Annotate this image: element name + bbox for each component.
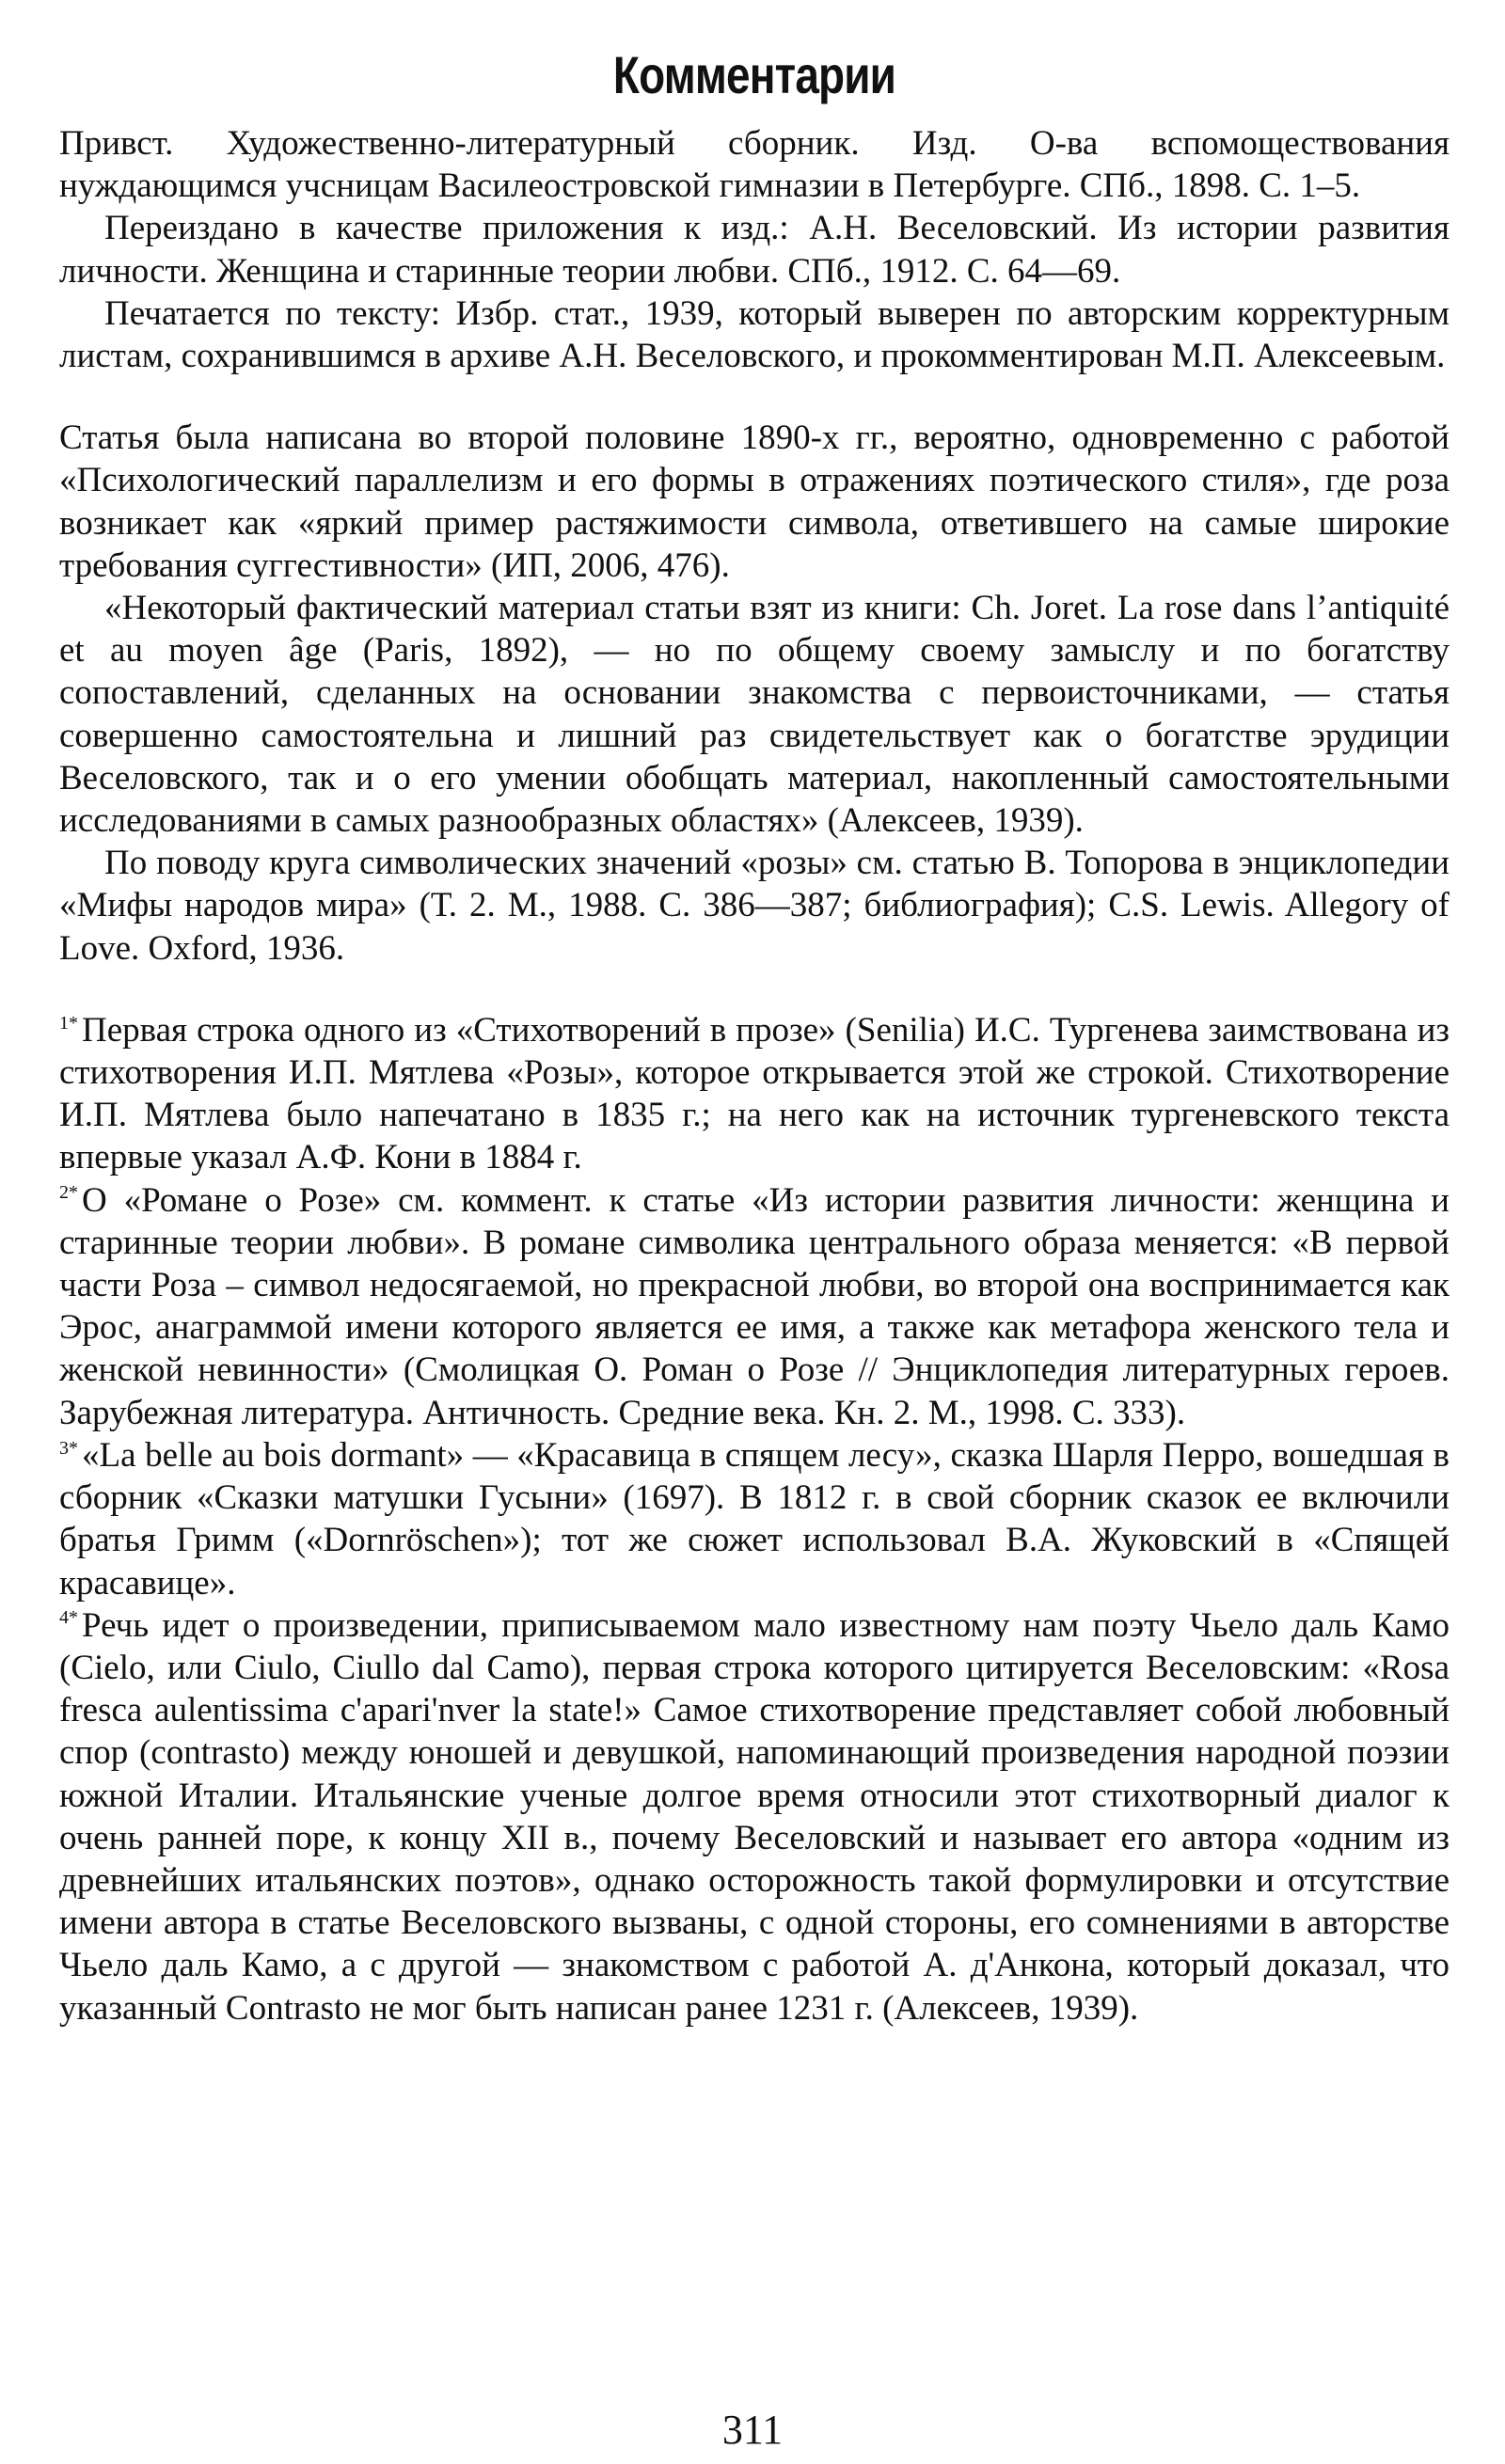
note-item <box>59 1179 1450 1434</box>
source-paragraph: Печатается по тексту: Избр. стат., 1939, который выверен по авторским корректурным листам, сохранившимся в архиве А.Н. Веселовского, и прокомментирован М.П. Алексеевым. <box>59 293 1450 376</box>
note-item <box>59 1604 1450 2030</box>
page-number: 311 <box>721 2407 784 2453</box>
commentary-paragraph: Статья была написана во второй половине 1890-х гг., вероятно, одновременно с работой «Психологический параллелизм и его формы в отражениях поэтического стиля», где роза возникает как «яркий пример растяжимости символа, ответившего на самые широкие требования суггестивности» (ИП, 2006, 476). <box>59 419 1450 585</box>
note-item <box>59 1434 1450 1604</box>
note-text: Речь идет о произведении, приписываемом мало известному нам поэту Чьело даль Камо (Cielo, или Ciulo, Ciullo dal Camo), первая строка которого цитируется Веселовским: «Rosa fresca aulentissima c'apari'nver la state!» Самое стихотворение представляет собой любовный спор (contrasto) между юношей и девушкой, напоминающий произведения народной поэзии южной Италии. Итальянские ученые долгое время относили этот стихотворный диалог к очень ранней поре, к концу XII в., почему Веселовский и называет его автора «одним из древнейших итальянских поэтов», однако осторожность такой формулировки и отсутствие имени автора в статье Веселовского вызваны, с одной стороны, его сомнениями в авторстве Чьело даль Камо, а с другой — знакомством с работой А. д'Анкона, который доказал, что указанный Contrasto не мог быть написан ранее 1231 г. (Алексеев, 1939). <box>59 1605 1450 2028</box>
note-text: «La belle au bois dormant» — «Красавица в спящем лесу», сказка Шарля Перро, вошедшая в сборник «Сказки матушки Гусыни» (1697). В 1812 г. в свой сборник сказок ее включили братья Гримм («Dornröschen»); тот же сюжет использовал В.А. Жуковский в «Спящей красавице». <box>59 1435 1450 1603</box>
commentary-section <box>59 417 1450 970</box>
note-item <box>59 1009 1450 1179</box>
source-paragraph: Привст. Художественно-литературный сборник. Изд. О-ва вспомоществования нуждающимся учсницам Василеостровской гимназии в Петербурге. СПб., 1898. С. 1–5. <box>59 124 1450 206</box>
note-marker: 3* <box>59 1437 78 1459</box>
note-text: Первая строка одного из «Стихотворений в прозе» (Senilia) И.С. Тургенева заимствована из стихотворения И.П. Мятлева «Розы», которое открывается этой же строкой. Стихотворение И.П. Мятлева было напечатано в 1835 г.; на него как на источник тургеневского текста впервые указал А.Ф. Кони в 1884 г. <box>59 1010 1450 1177</box>
notes-section <box>59 1009 1450 2030</box>
note-text: О «Романе о Розе» см. коммент. к статье «Из истории развития личности: женщина и старинные теории любви». В романе символика центрального образа меняется: «В первой части Роза – символ недосягаемой, но прекрасной любви, во второй она воспринимается как Эрос, анаграммой имени которого является ее имя, а также как метафора женского тела и женской невинности» (Смолицкая О. Роман о Розе // Энциклопедия литературных героев. Зарубежная литература. Античность. Средние века. Кн. 2. М., 1998. С. 333). <box>59 1180 1450 1432</box>
source-info <box>59 122 1450 377</box>
page-body <box>59 38 1450 2030</box>
source-paragraph: Переиздано в качестве приложения к изд.: А.Н. Веселовский. Из истории развития личности. Женщина и старинные теории любви. СПб., 1912. С. 64—69. <box>59 209 1450 291</box>
note-marker: 1* <box>59 1012 78 1034</box>
note-marker: 4* <box>59 1607 78 1629</box>
note-marker: 2* <box>59 1182 78 1204</box>
commentary-paragraph: По поводу круга символических значений «розы» см. статью В. Топорова в энциклопедии «Мифы народов мира» (Т. 2. М., 1988. С. 386—387; библиография); C.S. Lewis. Allegory of Love. Oxford, 1936. <box>59 844 1450 968</box>
commentary-paragraph: «Некоторый фактический материал статьи взят из книги: Ch. Joret. La rose dans l’antiquité et au moyen âge (Paris, 1892), — но по общему своему замыслу и по богатству сопоставлений, сделанных на основании знакомства с первоисточниками, — статья совершенно самостоятельна и лишний раз свидетельствует как о богатстве эрудиции Веселовского, так и о его умении обобщать материал, накопленный самостоятельными исследованиями в самых разнообразных областях» (Алексеев, 1939). <box>59 589 1450 841</box>
page-title: Комментарии <box>612 45 896 104</box>
